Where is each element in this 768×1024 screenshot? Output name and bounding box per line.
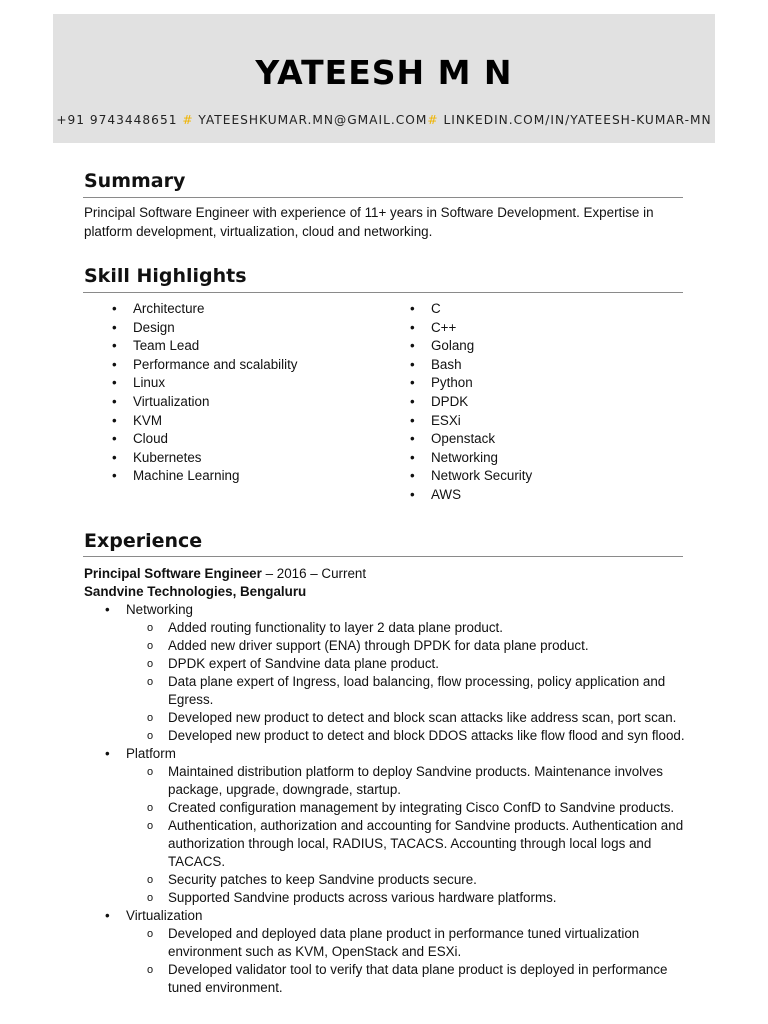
skills-list-left [112, 300, 298, 486]
sub-bullet-icon: o [147, 622, 154, 634]
item-line: Data plane expert of Ingress, load balancing, flow processing, policy application and [168, 674, 666, 689]
skills-divider [83, 292, 683, 293]
summary-text [84, 204, 684, 241]
email-address: YATEESHKUMAR.MN@GMAIL.COM [198, 113, 428, 127]
item-line: Created configuration management by integrating Cisco ConfD to Sandvine products. [168, 800, 675, 815]
bullet-icon: • [105, 602, 110, 617]
skill-item: • KVM [112, 412, 298, 431]
bullet-icon: • [105, 908, 110, 923]
item-line: Maintained distribution platform to deploy Sandvine products. Maintenance involves [168, 764, 663, 779]
sub-bullet-icon: o [147, 892, 154, 904]
experience-group [84, 907, 694, 925]
item-line: package, upgrade, downgrade, startup. [168, 782, 402, 797]
sub-bullet-icon: o [147, 766, 154, 778]
experience-item [84, 925, 694, 961]
skill-item: • DPDK [410, 393, 532, 412]
candidate-name: YATEESH M N [255, 53, 513, 92]
skill-item: • Bash [410, 356, 532, 375]
experience-item [84, 637, 694, 655]
skill-item: • ESXi [410, 412, 532, 431]
experience-item [84, 727, 694, 745]
sub-bullet-icon: o [147, 964, 154, 976]
summary-divider [83, 197, 683, 198]
group-name: Networking [126, 602, 193, 617]
contact-separator: # [182, 113, 194, 127]
item-line: Added routing functionality to layer 2 data plane product. [168, 620, 503, 635]
sub-bullet-icon: o [147, 712, 154, 724]
experience-groups [84, 601, 694, 997]
skill-item: • Golang [410, 337, 532, 356]
item-line: Added new driver support (ENA) through DPDK for data plane product. [168, 638, 589, 653]
group-name: Platform [126, 746, 176, 761]
skill-item: • Linux [112, 374, 298, 393]
experience-item [84, 799, 694, 817]
experience-item [84, 817, 694, 871]
company-line [84, 583, 694, 601]
resume-header [53, 14, 715, 143]
experience-item [84, 763, 694, 799]
item-line: Developed and deployed data plane product in performance tuned virtualization [168, 926, 640, 941]
sub-bullet-icon: o [147, 640, 154, 652]
item-line: DPDK expert of Sandvine data plane product. [168, 656, 439, 671]
skills-heading: Skill Highlights [84, 265, 247, 287]
sub-bullet-icon: o [147, 676, 154, 688]
summary-line: platform development, virtualization, cloud and networking. [84, 223, 433, 239]
skill-item: • C [410, 300, 532, 319]
experience-item [84, 673, 694, 709]
job-title: Principal Software Engineer [84, 566, 262, 581]
skill-item: • Design [112, 319, 298, 338]
company-name: Sandvine Technologies, Bengaluru [84, 584, 307, 599]
skill-item: • Network Security [410, 467, 532, 486]
linkedin-url: LINKEDIN.COM/IN/YATEESH-KUMAR-MN [443, 113, 712, 127]
skill-item: • AWS [410, 486, 532, 505]
skill-item: • C++ [410, 319, 532, 338]
skill-item: • Team Lead [112, 337, 298, 356]
sub-bullet-icon: o [147, 820, 154, 832]
item-line: Egress. [168, 692, 214, 707]
group-items [84, 619, 694, 745]
item-line: Developed new product to detect and block DDOS attacks like flow flood and syn flood. [168, 728, 685, 743]
experience-item [84, 709, 694, 727]
contact-separator: # [427, 113, 439, 127]
item-line: Security patches to keep Sandvine products secure. [168, 872, 477, 887]
phone-number: +91 9743448651 [56, 113, 178, 127]
sub-bullet-icon: o [147, 802, 154, 814]
sub-bullet-icon: o [147, 658, 154, 670]
skill-item: • Performance and scalability [112, 356, 298, 375]
group-items [84, 763, 694, 907]
skills-list-right [410, 300, 532, 505]
skill-item: • Cloud [112, 430, 298, 449]
experience-item [84, 619, 694, 637]
bullet-icon: • [105, 746, 110, 761]
group-name: Virtualization [126, 908, 203, 923]
contact-line [53, 114, 715, 126]
item-line: Authentication, authorization and accounting for Sandvine products. Authentication and [168, 818, 684, 833]
experience-section [84, 565, 694, 997]
experience-item [84, 655, 694, 673]
summary-line: Principal Software Engineer with experience of 11+ years in Software Development. Expertise in [84, 205, 654, 220]
skill-item: • Openstack [410, 430, 532, 449]
experience-group [84, 745, 694, 763]
sub-bullet-icon: o [147, 928, 154, 940]
item-line: environment such as KVM, OpenStack and ESXi. [168, 944, 462, 959]
experience-item [84, 871, 694, 889]
group-items [84, 925, 694, 997]
item-line: Supported Sandvine products across various hardware platforms. [168, 890, 557, 905]
experience-group [84, 601, 694, 619]
experience-item [84, 961, 694, 997]
skill-item: • Architecture [112, 300, 298, 319]
item-line: authorization through local, RADIUS, TACACS. Accounting through local logs and TACACS. [168, 836, 652, 869]
item-line: Developed validator tool to verify that data plane product is deployed in performance [168, 962, 668, 977]
skill-item: • Networking [410, 449, 532, 468]
summary-heading: Summary [84, 170, 186, 192]
skill-item: • Virtualization [112, 393, 298, 412]
skill-item: • Python [410, 374, 532, 393]
item-line: tuned environment. [168, 980, 283, 995]
skill-item: • Machine Learning [112, 467, 298, 486]
sub-bullet-icon: o [147, 874, 154, 886]
experience-divider [83, 556, 683, 557]
experience-heading: Experience [84, 530, 203, 552]
job-period: – 2016 – Current [261, 566, 367, 581]
item-line: Developed new product to detect and block scan attacks like address scan, port scan. [168, 710, 677, 725]
job-title-line [84, 565, 694, 583]
experience-item [84, 889, 694, 907]
sub-bullet-icon: o [147, 730, 154, 742]
skill-item: • Kubernetes [112, 449, 298, 468]
